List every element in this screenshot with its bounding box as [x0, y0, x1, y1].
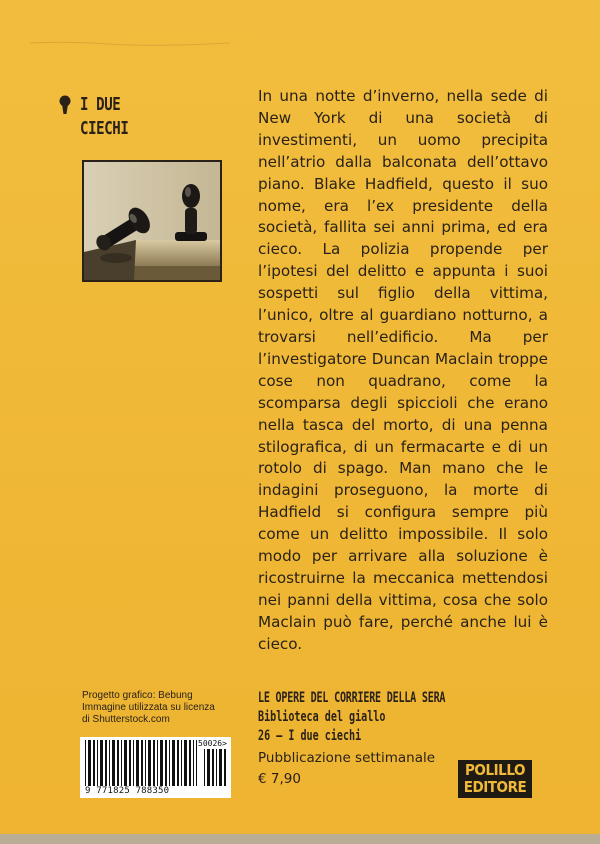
logo-line-1: POLILLO	[464, 761, 526, 779]
book-title	[80, 93, 128, 141]
barcode-addon-bars	[204, 749, 228, 786]
series-volume: 26 – I due ciechi	[258, 728, 362, 744]
credit-image-license: Immagine utilizzata su licenza	[82, 702, 215, 713]
credits	[82, 690, 242, 726]
credit-design: Progetto grafico: Bebung	[82, 690, 193, 701]
price: € 7,90	[258, 771, 301, 787]
photo-illustration	[84, 162, 220, 280]
barcode-addon-number: 50026>	[198, 739, 227, 748]
barcode-number: 9 771825 788350	[85, 786, 170, 796]
logo-line-2: EDITORE	[463, 778, 527, 796]
page-edge	[0, 834, 600, 844]
series-publisher: LE OPERE DEL CORRIERE DELLA SERA	[258, 690, 446, 706]
publisher-logo	[458, 760, 532, 798]
title-line-1: I DUE	[80, 94, 121, 115]
synopsis	[258, 86, 548, 656]
keyhole-icon	[58, 95, 72, 115]
barcode-bars	[85, 740, 197, 786]
credit-image-source: di Shutterstock.com	[82, 714, 170, 725]
synopsis-text: In una notte d’inverno, nella sede di New York di una società di investimenti, un uomo precipita nell’atrio dalla balconata dell’ottavo piano. Blake Hadfield, questo il suo nome, era l’ex presidente della società, fallita sei anni prima, ed era cieco. La polizia propende per l’ipotesi del delitto e appunta i suoi sospetti sul figlio della vittima, l’unico, oltre al guardiano notturno, a trovarsi nell’edificio. Ma per l’investigatore Duncan Maclain troppe cose non quadrano, come la scomparsa degli spiccioli che erano nella tasca del morto, di una penna stilografica, di un fermacarte e di un rotolo di spago. Man mano che le indagini proseguono, la morte di Hadfield si configura sempre più come un delitto impossibile. Il solo modo per arrivare alla soluzione è ricostruirne la meccanica mettendosi nei panni della vittima, cosa che solo Maclain può fare, perché anche lui è cieco.	[258, 87, 548, 653]
scuff-mark	[30, 40, 230, 46]
barcode	[80, 737, 231, 798]
series-collection: Biblioteca del giallo	[258, 709, 386, 725]
series-frequency: Pubblicazione settimanale	[258, 750, 436, 766]
title-line-2: CIECHI	[80, 118, 129, 139]
cover-photo	[82, 160, 222, 282]
